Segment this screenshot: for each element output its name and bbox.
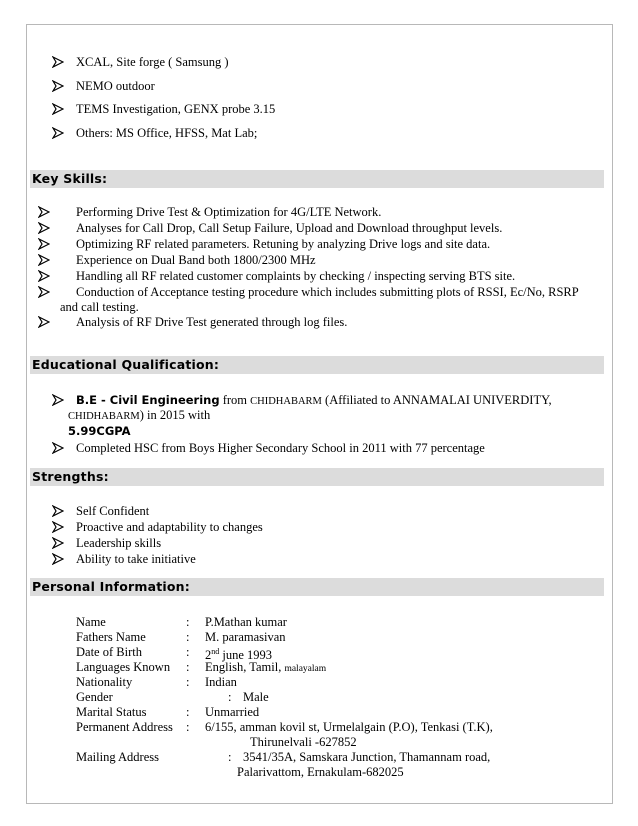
affiliation-text: (Affiliated to ANNAMALAI UNIVERDITY, (325, 393, 552, 407)
colon: : (228, 750, 232, 764)
languages-extra: malayalam (284, 664, 327, 674)
list-item: Handling all RF related customer complaints by checking / inspecting serving BTS site. (76, 269, 516, 283)
marital-label: Marital Status (76, 705, 147, 719)
nationality-value: Indian (205, 675, 237, 689)
cgpa-value: 5.99CGPA (68, 424, 131, 438)
section-title-key-skills: Key Skills: (32, 171, 108, 186)
section-title-strengths: Strengths: (32, 469, 109, 484)
dob-rest: june 1993 (219, 648, 273, 663)
dob-day: 2 (205, 648, 212, 663)
gender-label: Gender (76, 690, 113, 704)
list-item: Ability to take initiative (76, 552, 196, 566)
colon: : (186, 705, 190, 719)
arrow-bullet-icon (52, 521, 64, 533)
dob-ordinal: nd (211, 647, 220, 656)
degree-name: B.E - Civil Engineering (76, 393, 220, 407)
permanent-address-line2: Thirunelvali -627852 (250, 735, 357, 749)
nationality-label: Nationality (76, 675, 133, 689)
languages-label: Languages Known (76, 660, 171, 674)
arrow-bullet-icon (38, 316, 50, 328)
section-header-bar (30, 170, 604, 188)
list-item: Proactive and adaptability to changes (76, 520, 263, 534)
gender-value: Male (243, 690, 269, 704)
section-title-education: Educational Qualification: (32, 357, 220, 372)
arrow-bullet-icon (52, 537, 64, 549)
colon: : (186, 615, 190, 629)
from-text: from (222, 393, 248, 407)
father-value: M. paramasivan (205, 630, 286, 644)
college-location: CHIDHABARM (68, 411, 140, 422)
arrow-bullet-icon (38, 286, 50, 298)
mailing-address-line2: Palarivattom, Ernakulam-682025 (237, 765, 404, 779)
list-item: Analyses for Call Drop, Call Setup Failure, Upload and Download throughput levels. (76, 221, 503, 235)
arrow-bullet-icon (52, 56, 64, 68)
mailing-address-label: Mailing Address (76, 750, 159, 764)
arrow-bullet-icon (38, 206, 50, 218)
dob-label: Date of Birth (76, 645, 142, 659)
arrow-bullet-icon (38, 238, 50, 250)
permanent-address-label: Permanent Address (76, 720, 173, 734)
colon: : (186, 630, 190, 644)
colon: : (186, 675, 190, 689)
section-header-bar (30, 468, 604, 486)
arrow-bullet-icon (52, 442, 64, 454)
list-item: NEMO outdoor (76, 79, 155, 93)
arrow-bullet-icon (38, 254, 50, 266)
name-value: P.Mathan kumar (205, 615, 287, 629)
colon: : (186, 720, 190, 734)
list-item: TEMS Investigation, GENX probe 3.15 (76, 102, 276, 116)
marital-value: Unmarried (205, 705, 260, 719)
father-label: Fathers Name (76, 630, 146, 644)
name-label: Name (76, 615, 106, 629)
arrow-bullet-icon (52, 553, 64, 565)
arrow-bullet-icon (52, 394, 64, 406)
list-item: XCAL, Site forge ( Samsung ) (76, 55, 229, 69)
colon: : (186, 660, 190, 674)
list-item: Completed HSC from Boys Higher Secondary School in 2011 with 77 percentage (76, 441, 485, 455)
list-item: Conduction of Acceptance testing procedure which includes submitting plots of RSSI, Ec/No, RSRP (76, 285, 579, 299)
list-item: Performing Drive Test & Optimization for 4G/LTE Network. (76, 205, 382, 219)
arrow-bullet-icon (38, 222, 50, 234)
list-item: Experience on Dual Band both 1800/2300 MHz (76, 253, 316, 267)
arrow-bullet-icon (52, 127, 64, 139)
arrow-bullet-icon (52, 103, 64, 115)
permanent-address-line1: 6/155, amman kovil st, Urmelalgain (P.O), Tenkasi (T.K), (205, 720, 493, 734)
mailing-address-line1: 3541/35A, Samskara Junction, Thamannam road, (243, 750, 491, 764)
arrow-bullet-icon (52, 80, 64, 92)
languages-main: English, Tamil, (205, 660, 282, 674)
arrow-bullet-icon (38, 270, 50, 282)
list-item: Leadership skills (76, 536, 162, 550)
list-item-continuation: and call testing. (60, 300, 139, 314)
list-item: Optimizing RF related parameters. Retuning by analyzing Drive logs and site data. (76, 237, 491, 251)
college-name: CHIDHABARM (250, 396, 322, 407)
colon: : (228, 690, 232, 704)
arrow-bullet-icon (52, 505, 64, 517)
graduation-year-text: ) in 2015 with (139, 408, 211, 422)
colon: : (186, 645, 190, 659)
list-item: Self Confident (76, 504, 150, 518)
list-item: Analysis of RF Drive Test generated through log files. (76, 315, 348, 329)
section-title-personal: Personal Information: (32, 579, 190, 594)
list-item: Others: MS Office, HFSS, Mat Lab; (76, 126, 258, 140)
